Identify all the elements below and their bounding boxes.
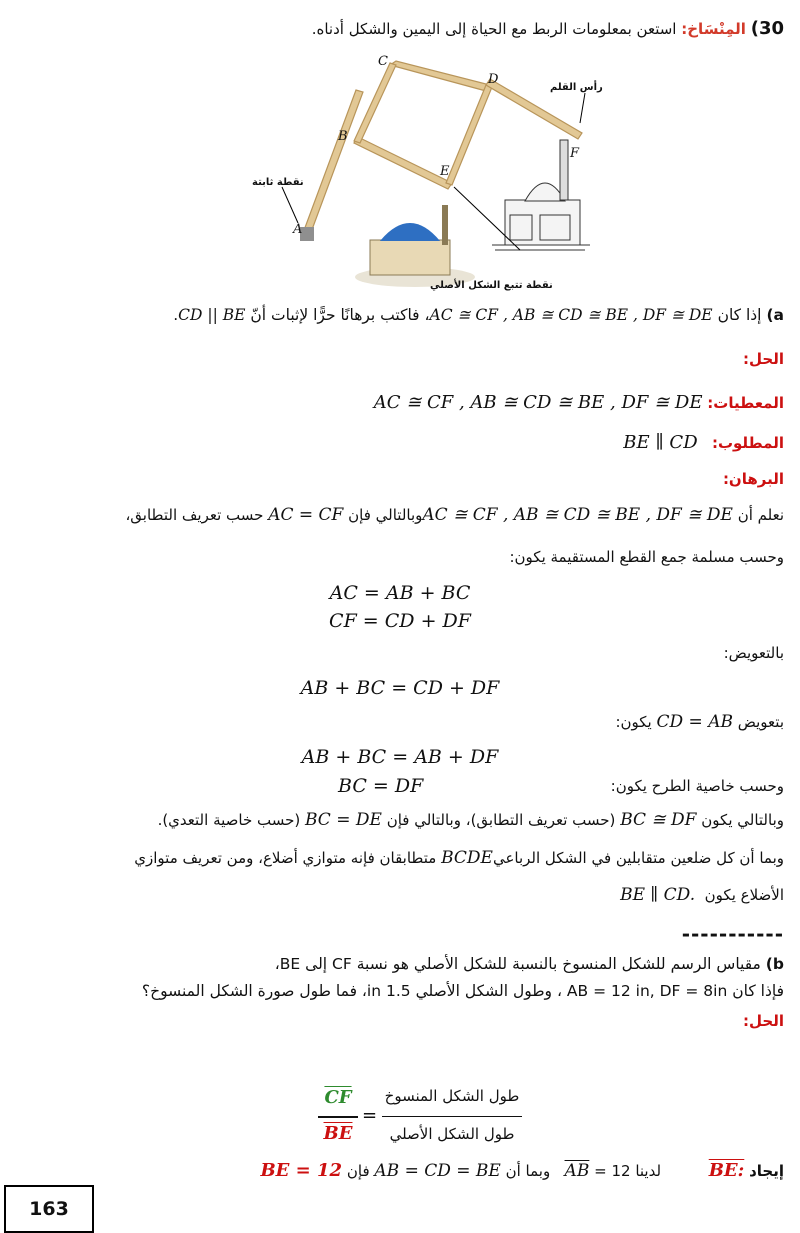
equation-1: AC = AB + BC: [329, 582, 471, 604]
substitution-label: بالتعويض:: [723, 644, 784, 662]
part-a-label: a): [766, 306, 784, 324]
label-F: F: [570, 146, 580, 161]
substitution-2-line: بتعويض CD = AB يكون:: [615, 712, 784, 732]
required-expression: BE ∥ CD: [623, 432, 698, 453]
label-D: D: [488, 72, 499, 87]
separator: -----------: [681, 922, 784, 946]
part-a-goal: CD || BE: [178, 306, 246, 324]
question-text: استعن بمعلومات الربط مع الحياة إلى اليمين والشكل أدناه.: [311, 20, 677, 38]
equation-5: BC = DF: [338, 775, 424, 797]
fraction-denominator-text: طول الشكل الأصلي: [389, 1125, 515, 1143]
question-number: 30): [750, 18, 784, 39]
equation-4: AB + BC = AB + DF: [301, 746, 499, 768]
part-a-statement: a) إذا كان AC ≅ CF , AB ≅ CD ≅ BE , DF ≅ DE، فاكتب برهانًا حرًّا لإثبات أنّ CD || BE.: [173, 306, 784, 324]
proof-line-5: الأضلاع يكون BE ∥ CD.: [620, 885, 784, 905]
label-C: C: [378, 55, 388, 69]
fixed-point-label: نقطة ثابتة: [252, 177, 304, 188]
required-line: المطلوب: BE ∥ CD: [623, 432, 784, 453]
equation-2: CF = CD + DF: [329, 610, 471, 632]
proof-line-1: نعلم أن AC ≅ CF , AB ≅ CD ≅ BE , DF ≅ DEوبالتالي فإن AC = CF حسب تعريف التطابق،: [125, 505, 784, 525]
fraction-bar-right: [382, 1116, 522, 1117]
part-b-line-2: فإذا كان AB = 12 in, DF = 8in ، وطول الشكل الأصلي 1.5 in، فما طول صورة الشكل المنسوخ؟: [141, 982, 784, 1000]
subtraction-label: وحسب خاصية الطرح يكون:: [610, 777, 784, 795]
page-number: 163: [4, 1185, 94, 1233]
pantograph-figure: [230, 55, 610, 295]
part-b-label: b): [765, 955, 784, 973]
given-expression: AC ≅ CF , AB ≅ CD ≅ BE , DF ≅ DE: [373, 392, 703, 413]
scale-fraction: $\overline{CF}$ $\overline{BE}$ = طول الشكل المنسوخ طول الشكل الأصلي: [318, 1083, 538, 1161]
proof-line-2: وحسب مسلمة جمع القطع المستقيمة يكون:: [509, 548, 784, 566]
part-b-line-1: b) مقياس الرسم للشكل المنسوخ بالنسبة للشكل الأصلي هو نسبة CF إلى BE،: [274, 955, 784, 973]
proof-line-3: وبالتالي يكون BC ≅ DF (حسب تعريف التطابق)، وبالتالي فإن BC = DE (حسب خاصية التعدي).: [157, 810, 784, 830]
proof-line-4: وبما أن كل ضلعين متقابلين في الشكل الرباعيBCDE متطابقان فإنه متوازي أضلاع، ومن تعريف متوازي: [134, 848, 784, 868]
given-line: المعطيات: AC ≅ CF , AB ≅ CD ≅ BE , DF ≅ DE: [373, 392, 784, 413]
equation-3: AB + BC = CD + DF: [300, 677, 500, 699]
solution-heading: الحل:: [743, 350, 784, 368]
part-b-solution-heading: الحل:: [743, 1012, 784, 1030]
fraction-denominator-symbol: $\overline{BE}$: [323, 1123, 353, 1144]
fraction-numerator-symbol: $\overline{CF}$: [324, 1087, 352, 1108]
question-title: المِنْسَاخ:: [681, 20, 746, 38]
pen-tip-label: رأس القلم: [550, 82, 603, 93]
find-be-line: إيجاد BE: لدينا $12 = \overline{AB}$ وبما أن AB = CD = BE فإن BE = 12: [260, 1160, 784, 1181]
question-30-header: [12, 18, 784, 39]
label-B: B: [338, 129, 348, 144]
proof-heading: البرهان:: [722, 470, 784, 488]
fraction-numerator-text: طول الشكل المنسوخ: [384, 1087, 520, 1105]
find-be-result: BE = 12: [260, 1160, 343, 1181]
trace-point-label: نقطة تتبع الشكل الأصلي: [430, 280, 553, 291]
label-A: A: [293, 222, 303, 237]
fraction-bar-left: [318, 1116, 358, 1118]
small-mosque-illustration: [355, 205, 475, 287]
part-a-given: AC ≅ CF , AB ≅ CD ≅ BE , DF ≅ DE: [429, 306, 713, 324]
label-E: E: [440, 164, 450, 179]
